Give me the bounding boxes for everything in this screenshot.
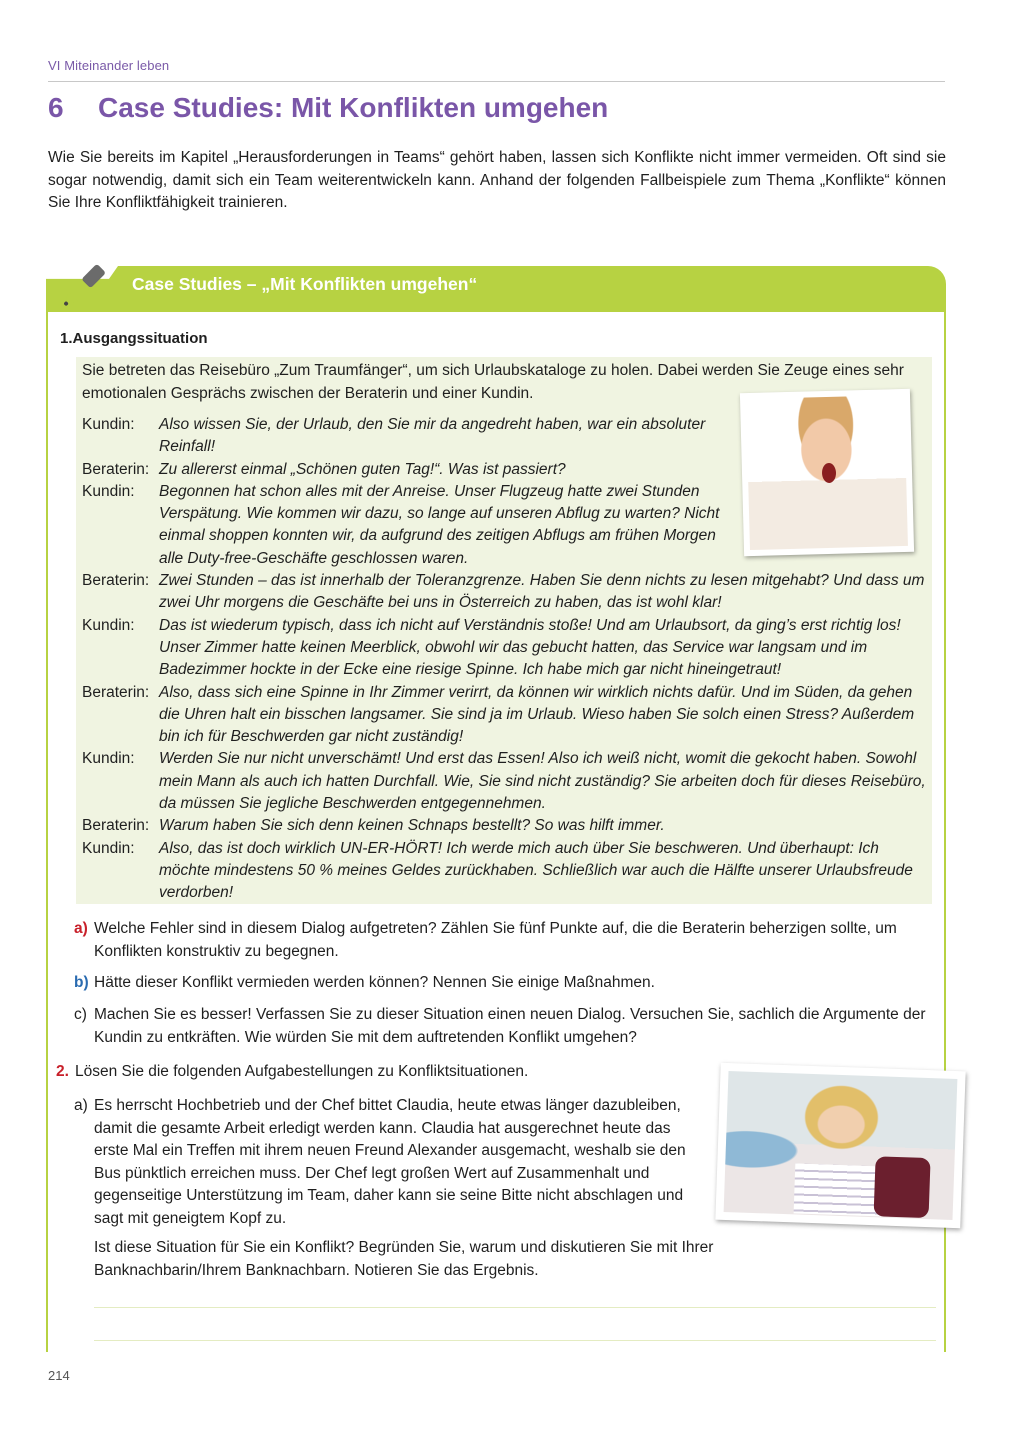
- utterance: Werden Sie nur nicht unverschämt! Und erst das Essen! Also ich weiß nicht, womit die gekocht haben. Sowohl mein Mann als auch ich hatten Durchfall. Wie, Sie sind nicht zuständig? Sie arbeiten doch für dieses Reisebüro, da müssen Sie jegliche Beschwerden entgegennehmen.: [159, 750, 926, 813]
- dialog-line: [82, 838, 930, 905]
- speaker: Beraterin:: [82, 683, 150, 701]
- pencil-icon: [56, 262, 108, 312]
- task1-label: 1.Ausgangssituation: [60, 330, 208, 347]
- task2-item-a: [74, 1095, 704, 1230]
- answer-line[interactable]: [94, 1340, 936, 1341]
- photo-image: [746, 395, 908, 550]
- header-divider: [48, 81, 945, 82]
- running-head: VI Miteinander leben: [48, 58, 170, 73]
- speaker: Kundin:: [82, 616, 135, 634]
- utterance: Warum haben Sie sich denn keinen Schnaps bestellt? So was hilft immer.: [159, 817, 665, 835]
- speaker: Beraterin:: [82, 460, 150, 478]
- question-text: Welche Fehler sind in diesem Dialog aufgetreten? Zählen Sie fünf Punkte auf, die die Beraterin beherzigen sollte, um Konflikten konstruktiv zu begegnen.: [94, 920, 897, 960]
- angry-customer-photo: [740, 389, 914, 556]
- item-letter: a): [74, 1097, 88, 1114]
- dialog-line: [82, 459, 732, 481]
- question-letter: a): [74, 920, 88, 937]
- question-text: Machen Sie es besser! Verfassen Sie zu dieser Situation einen neuen Dialog. Versuchen Sie, sachlich die Argumente der Kundin zu entkräften. Wie würden Sie mit dem auftretenden Konflikt umgehen?: [94, 1006, 926, 1046]
- answer-line[interactable]: [94, 1307, 936, 1308]
- question-a: [74, 918, 934, 963]
- page-number: 214: [48, 1368, 70, 1383]
- speaker: Kundin:: [82, 750, 135, 768]
- task2-question: Ist diese Situation für Sie ein Konflikt? Begründen Sie, warum und diskutieren Sie mit Ihrer Banknachbarin/Ihrem Banknachbarn. Notieren Sie das Ergebnis.: [94, 1239, 714, 1279]
- speaker: Kundin:: [82, 416, 135, 433]
- dialog-line: [82, 481, 737, 570]
- speaker: Beraterin:: [82, 817, 150, 835]
- item-text: Es herrscht Hochbetrieb und der Chef bittet Claudia, heute etwas länger dazubleiben, damit die gesamte Arbeit erledigt werden kann. Claudia hat ausgerechnet heute das erste Mal ein Treffen mit ihrem neuen Freund Alexander ausgemacht, weshalb sie den Bus pünktlich erreichen muss. Der Chef legt großen Wert auf Zusammenhalt und gegenseitige Unterstützung im Team, daher kann sie seine Bitte nicht abschlagen und sagt mit geneigtem Kopf zu.: [94, 1097, 686, 1227]
- utterance: Begonnen hat schon alles mit der Anreise. Unser Flugzeug hatte zwei Stunden Verspätung. Wie kommen wir dazu, so lange auf unseren Abflug zu warten? Nicht einmal shoppen konnten wir, da aufgrund des zeitigen Abflugs am frühen Morgen alle Duty-free-Geschäfte geschlossen waren.: [159, 482, 720, 567]
- photo-image: [724, 1071, 958, 1220]
- dialog-line: [82, 815, 930, 837]
- utterance: Zu allererst einmal „Schönen guten Tag!“. Was ist passiert?: [159, 460, 566, 478]
- task2-instruction: Lösen Sie die folgenden Aufgabestellungen zu Konfliktsituationen.: [75, 1063, 529, 1080]
- speaker: Beraterin:: [82, 572, 150, 590]
- utterance: Also wissen Sie, der Urlaub, den Sie mir da angedreht haben, war ein absoluter Reinfall!: [159, 416, 706, 456]
- dialog-line: [82, 682, 930, 749]
- task2-number: 2.: [56, 1063, 69, 1080]
- photo-detail: [822, 463, 837, 483]
- utterance: Also, dass sich eine Spinne in Ihr Zimmer verirrt, da können wir wirklich nichts dafür. Und im Süden, da gehen die Uhren halt ein bisschen langsamer. Sie sind ja im Urlaub. Wieso haben Sie solch einen Stress? Außerdem bin ich für Beschwerden gar nicht zuständig!: [159, 683, 915, 746]
- utterance: Das ist wiederum typisch, dass ich nicht auf Verständnis stoße! Und am Urlaubsort, da ging’s erst richtig los! Unser Zimmer hatte keinen Meerblick, obwohl wir das gebucht hatten, das Service war langsam und im Badezimmer hockte in der Ecke eine riesige Spinne. Ich habe mich gar nicht hineingetraut!: [159, 616, 901, 679]
- question-c: [74, 1004, 934, 1049]
- question-text: Hätte dieser Konflikt vermieden werden können? Nennen Sie einige Maßnahmen.: [94, 974, 655, 991]
- dialog-line: [82, 414, 732, 459]
- utterance: Zwei Stunden – das ist innerhalb der Toleranzgrenze. Haben Sie denn nichts zu lesen mitgehabt? Und dass um zwei Uhr morgens die Geschäfte bei uns in Österreich zu haben, das ist wohl klar!: [159, 572, 925, 612]
- stressed-woman-photo: [715, 1063, 965, 1228]
- speaker: Kundin:: [82, 839, 135, 857]
- dialog-line: [82, 748, 930, 815]
- scenario-intro: Sie betreten das Reisebüro „Zum Traumfänger“, um sich Urlaubskataloge zu holen. Dabei werden Sie Zeuge eines sehr emotionalen Gesprächs zwischen der Beraterin und einer Kundin.: [82, 362, 904, 402]
- question-letter: c): [74, 1006, 87, 1023]
- chapter-title: [48, 92, 608, 124]
- photo-detail: [874, 1156, 931, 1218]
- chapter-number: 6: [48, 92, 64, 123]
- question-letter: b): [74, 974, 89, 991]
- intro-paragraph: Wie Sie bereits im Kapitel „Herausforderungen in Teams“ gehört haben, lassen sich Konflikte nicht immer vermeiden. Oft sind sie sogar notwendig, damit sich ein Team weiterentwickeln kann. Anhand der folgenden Fallbeispiele zum Thema „Konflikte“ können Sie Ihre Konfliktfähigkeit trainieren.: [48, 149, 946, 211]
- dialog-line: [82, 615, 930, 682]
- chapter-heading: Case Studies: Mit Konflikten umgehen: [98, 92, 609, 123]
- dialog-line: [82, 570, 930, 615]
- task2-heading: [56, 1063, 528, 1081]
- banner-title: Case Studies – „Mit Konflikten umgehen“: [132, 274, 478, 294]
- utterance: Also, das ist doch wirklich UN-ER-HÖRT! Ich werde mich auch über Sie beschweren. Und überhaupt: Ich möchte mindestens 50 % meines Geldes zurückhaben. Schließlich war auch die Hälfte unserer Urlaubsfreude verdorben!: [159, 839, 913, 902]
- speaker: Kundin:: [82, 482, 135, 500]
- photo-detail: [794, 1163, 886, 1216]
- question-b: [74, 972, 934, 995]
